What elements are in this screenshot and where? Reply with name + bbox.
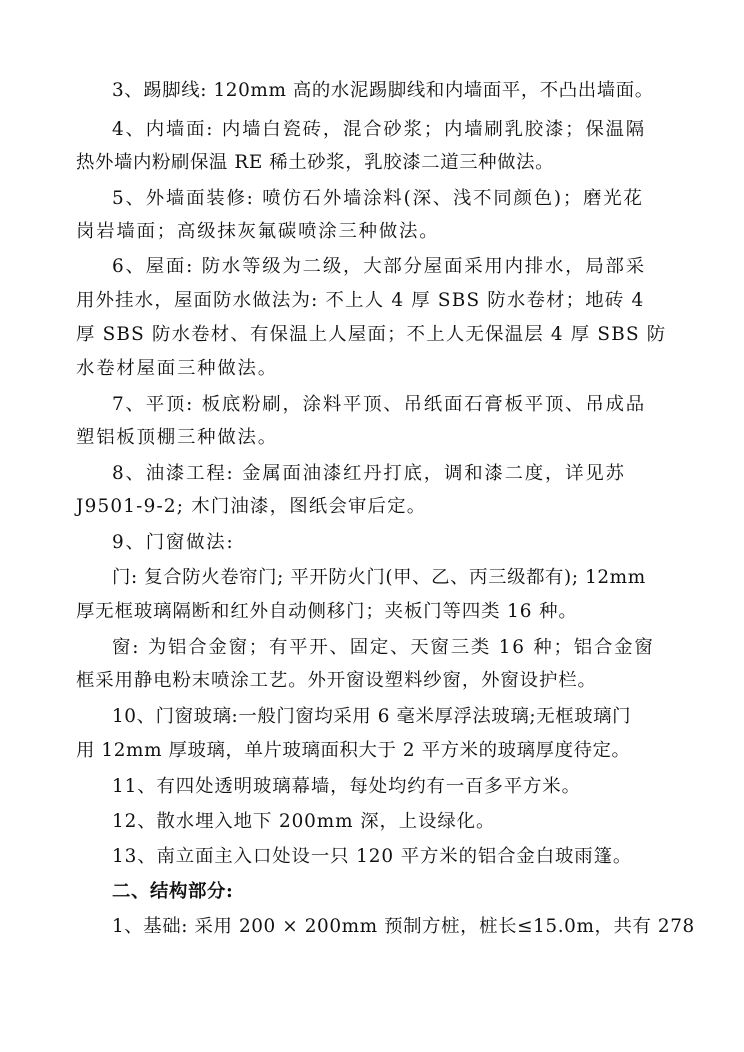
text-line-item10-start: 10、门窗玻璃:一般门窗均采用 6 毫米厚浮法玻璃;无框玻璃门	[112, 706, 632, 727]
text-line-item9-heading: 9、门窗做法:	[112, 532, 235, 553]
text-line-doors-start: 门: 复合防火卷帘门; 平开防火门(甲、乙、丙三级都有); 12mm	[112, 567, 646, 588]
text-line-item7-start: 7、平顶: 板底粉刷，涂料平顶、吊纸面石膏板平顶、吊成品	[112, 394, 646, 415]
text-line-item5-start: 5、外墙面装修: 喷仿石外墙涂料(深、浅不同颜色)；磨光花	[112, 188, 644, 209]
text-line-item6-cont2: 厚 SBS 防水卷材、有保温上人屋面；不上人无保温层 4 厚 SBS 防	[76, 324, 667, 345]
text-line-item8-cont: J9501-9-2; 木门油漆，图纸会审后定。	[76, 496, 427, 517]
text-line-item6-start: 6、屋面: 防水等级为二级，大部分屋面采用内排水，局部采	[112, 256, 646, 277]
text-line-item5-cont: 岗岩墙面；高级抹灰氟碳喷涂三种做法。	[76, 221, 440, 242]
text-line-item12: 12、散水埋入地下 200mm 深，上设绿化。	[112, 811, 496, 832]
text-line-item6-cont1: 用外挂水，屋面防水做法为: 不上人 4 厚 SBS 防水卷材；地砖 4	[76, 290, 645, 311]
section-heading-structure: 二、结构部分:	[112, 881, 234, 902]
text-line-item13: 13、南立面主入口处设一只 120 平方米的铝合金白玻雨篷。	[112, 846, 633, 867]
text-line-foundation: 1、基础: 采用 200 × 200mm 预制方桩，桩长≤15.0m，共有 278	[112, 916, 695, 937]
text-line-item11: 11、有四处透明玻璃幕墙，每处均约有一百多平方米。	[112, 776, 581, 797]
text-line-doors-cont: 厚无框玻璃隔断和红外自动侧移门；夹板门等四类 16 种。	[76, 601, 578, 622]
text-line-item10-cont: 用 12mm 厚玻璃，单片玻璃面积大于 2 平方米的玻璃厚度待定。	[76, 740, 631, 761]
text-line-windows-cont: 框采用静电粉末喷涂工艺。外开窗设塑料纱窗，外窗设护栏。	[76, 670, 597, 691]
text-line-item3: 3、踢脚线: 120mm 高的水泥踢脚线和内墙面平，不凸出墙面。	[112, 80, 654, 101]
text-line-item7-cont: 塑铝板顶棚三种做法。	[76, 427, 278, 448]
text-line-item6-cont3: 水卷材屋面三种做法。	[76, 358, 278, 379]
text-line-item8-start: 8、油漆工程: 金属面油漆红丹打底，调和漆二度，详见苏	[112, 463, 626, 484]
text-line-item4-cont: 热外墙内粉刷保温 RE 稀土砂浆，乳胶漆二道三种做法。	[76, 152, 555, 173]
text-line-windows-start: 窗: 为铝合金窗；有平开、固定、天窗三类 16 种；铝合金窗	[112, 637, 655, 658]
text-line-item4-start: 4、内墙面: 内墙白瓷砖，混合砂浆；内墙刷乳胶漆；保温隔	[112, 119, 646, 140]
